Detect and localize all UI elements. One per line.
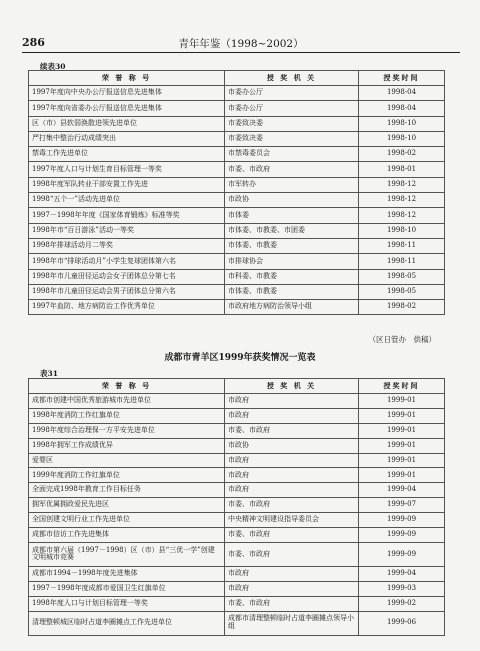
page-header	[22, 36, 460, 53]
authority-cell: 市委办公厅	[225, 101, 359, 116]
date-cell: 1998-10	[359, 223, 445, 238]
date-cell: 1999-01	[359, 453, 445, 468]
table-row	[29, 581, 445, 596]
running-title: 青年年鉴（1998~2002）	[178, 38, 304, 50]
honor-cell: 1998年市儿童田径运动会男子团体总分第六名	[29, 284, 225, 299]
honor-cell: 1998年市“百日游泳”活动一等奖	[29, 223, 225, 238]
authority-cell: 市政协	[225, 438, 359, 453]
honor-cell: 成都市第六届（1997－1998）区（市）县“三优一学”创建文明城市竞赛	[29, 542, 225, 566]
date-cell: 1999-01	[359, 394, 445, 409]
date-cell: 1998-04	[359, 86, 445, 101]
table-row	[29, 284, 445, 299]
authority-cell: 市禁毒委员会	[225, 147, 359, 162]
honor-cell: 1997年血防、地方病防治工作优秀单位	[29, 300, 225, 315]
honor-cell: 1997年度人口与计划生育目标管理一等奖	[29, 162, 225, 177]
date-cell: 1999-04	[359, 566, 445, 581]
authority-cell: 市排球协会	[225, 254, 359, 269]
authority-cell: 市委、市政府	[225, 542, 359, 566]
column-header-date: 授奖时间	[359, 71, 445, 86]
date-cell: 1998-10	[359, 116, 445, 131]
honor-cell: 1998年度军队转业干部安置工作先进	[29, 177, 225, 192]
authority-cell: 市军转办	[225, 177, 359, 192]
table-row	[29, 513, 445, 528]
table-row	[29, 542, 445, 566]
date-cell: 1999-09	[359, 528, 445, 543]
authority-cell: 市政府地方病防治领导小组	[225, 300, 359, 315]
table-row	[29, 162, 445, 177]
authority-cell: 市政府	[225, 566, 359, 581]
date-cell: 1999-02	[359, 596, 445, 611]
date-cell: 1999-01	[359, 468, 445, 483]
date-cell: 1998-12	[359, 208, 445, 223]
date-cell: 1999-04	[359, 483, 445, 498]
authority-cell: 市体委、市教委	[225, 284, 359, 299]
honor-cell: 1999年度消防工作红旗单位	[29, 468, 225, 483]
honor-cell: 清理整顿城区临时占道李圈摊点工作先进单位	[29, 611, 225, 635]
table-row	[29, 86, 445, 101]
table-row	[29, 269, 445, 284]
table30-header-row	[29, 71, 445, 86]
table-row	[29, 498, 445, 513]
source-note: （区日管办 供稿）	[368, 335, 436, 344]
table31	[28, 378, 445, 636]
authority-cell: 市政府	[225, 483, 359, 498]
honor-cell: 1998年度综合治理保一方平安先进单位	[29, 423, 225, 438]
authority-cell: 市政协	[225, 193, 359, 208]
table-row	[29, 208, 445, 223]
column-header-date: 授奖时间	[359, 379, 445, 394]
date-cell: 1998-02	[359, 147, 445, 162]
section-title: 成都市青羊区1999年获奖情况一览表	[164, 353, 316, 363]
table-row	[29, 116, 445, 131]
honor-cell: 1998年度人口与计划目标管理一等奖	[29, 596, 225, 611]
table-row	[29, 223, 445, 238]
date-cell: 1998-02	[359, 300, 445, 315]
table-row	[29, 254, 445, 269]
date-cell: 1998-11	[359, 238, 445, 253]
authority-cell: 市委、市政府	[225, 423, 359, 438]
authority-cell: 市委致决委	[225, 131, 359, 146]
date-cell: 1998-11	[359, 254, 445, 269]
honor-cell: 1997－1998年度成都市爱国卫生红旗单位	[29, 581, 225, 596]
honor-cell: 禁毒工作先进单位	[29, 147, 225, 162]
date-cell: 1999-06	[359, 611, 445, 635]
honor-cell: 1997－1998年年度《国家体育锻炼》标准等奖	[29, 208, 225, 223]
honor-cell: 严打集中整治行动成绩突出	[29, 131, 225, 146]
date-cell: 1998-01	[359, 162, 445, 177]
page-number: 286	[22, 36, 45, 49]
table30	[28, 70, 445, 315]
column-header-authority: 授 奖 机 关	[225, 71, 359, 86]
table-row	[29, 147, 445, 162]
table-row	[29, 438, 445, 453]
table-row	[29, 408, 445, 423]
honor-cell: 成都市创建中国优秀旅游城市先进单位	[29, 394, 225, 409]
authority-cell: 市委办公厅	[225, 86, 359, 101]
authority-cell: 市体委、市教委	[225, 238, 359, 253]
honor-cell: 1997年度向省委办公厅报送信息先进集体	[29, 101, 225, 116]
authority-cell: 市委、市政府	[225, 498, 359, 513]
authority-cell: 中央精神文明建设指导委员会	[225, 513, 359, 528]
table-row	[29, 468, 445, 483]
authority-cell: 市政府	[225, 581, 359, 596]
table-row	[29, 423, 445, 438]
table31-header-row	[29, 379, 445, 394]
authority-cell: 市政府	[225, 408, 359, 423]
date-cell: 1999-07	[359, 498, 445, 513]
table-row	[29, 596, 445, 611]
honor-cell: 区（市）县软弱涣散进领先进单位	[29, 116, 225, 131]
date-cell: 1999-03	[359, 581, 445, 596]
column-header-honor: 荣 誉 称 号	[29, 71, 225, 86]
honor-cell: 1998年市儿童田径运动会女子团体总分第七名	[29, 269, 225, 284]
date-cell: 1998-04	[359, 101, 445, 116]
honor-cell: 成都市信访工作先进集体	[29, 528, 225, 543]
table31-caption: 表31	[40, 369, 58, 378]
honor-cell: 1998年排球活动月二等奖	[29, 238, 225, 253]
table-row	[29, 483, 445, 498]
authority-cell: 市政府	[225, 468, 359, 483]
table-row	[29, 611, 445, 635]
table-row	[29, 238, 445, 253]
date-cell: 1998-12	[359, 193, 445, 208]
date-cell: 1998-10	[359, 131, 445, 146]
honor-cell: 成都市1994－1998年度先进集体	[29, 566, 225, 581]
table-row	[29, 528, 445, 543]
table-row	[29, 300, 445, 315]
honor-cell: 爱婴区	[29, 453, 225, 468]
honor-cell: 1998“五个一”活动先进单位	[29, 193, 225, 208]
date-cell: 1999-01	[359, 408, 445, 423]
table-row	[29, 177, 445, 192]
authority-cell: 市政府	[225, 453, 359, 468]
column-header-authority: 授 奖 机 关	[225, 379, 359, 394]
authority-cell: 市委、市政府	[225, 162, 359, 177]
date-cell: 1998-05	[359, 284, 445, 299]
column-header-honor: 荣 誉 称 号	[29, 379, 225, 394]
honor-cell: 1997年度向中央办公厅报送信息先进集体	[29, 86, 225, 101]
authority-cell: 市委、市政府	[225, 528, 359, 543]
date-cell: 1998-05	[359, 269, 445, 284]
authority-cell: 市委致决委	[225, 116, 359, 131]
date-cell: 1999-09	[359, 513, 445, 528]
table-row	[29, 566, 445, 581]
table-row	[29, 131, 445, 146]
date-cell: 1998-12	[359, 177, 445, 192]
date-cell: 1999-01	[359, 438, 445, 453]
authority-cell: 市政府	[225, 394, 359, 409]
authority-cell: 成都市清理整顿临时占道李圈摊点领导小组	[225, 611, 359, 635]
date-cell: 1999-09	[359, 542, 445, 566]
honor-cell: 拥军优属拥政爱民先进区	[29, 498, 225, 513]
table-row	[29, 101, 445, 116]
honor-cell: 全面完成1998年教育工作目标任务	[29, 483, 225, 498]
authority-cell: 市体委、市教委、市团委	[225, 223, 359, 238]
authority-cell: 市体委	[225, 208, 359, 223]
table-row	[29, 193, 445, 208]
honor-cell: 1998年度消防工作红旗单位	[29, 408, 225, 423]
honor-cell: 1998年市“排球活动月”小学生复球团体第六名	[29, 254, 225, 269]
authority-cell: 市科委、市教委	[225, 269, 359, 284]
date-cell: 1999-01	[359, 423, 445, 438]
authority-cell: 市委、市政府	[225, 596, 359, 611]
table30-caption: 续表30	[40, 62, 66, 71]
honor-cell: 1998年拥军工作成绩优异	[29, 438, 225, 453]
table-row	[29, 394, 445, 409]
honor-cell: 全国创建文明行业工作先进单位	[29, 513, 225, 528]
table-row	[29, 453, 445, 468]
